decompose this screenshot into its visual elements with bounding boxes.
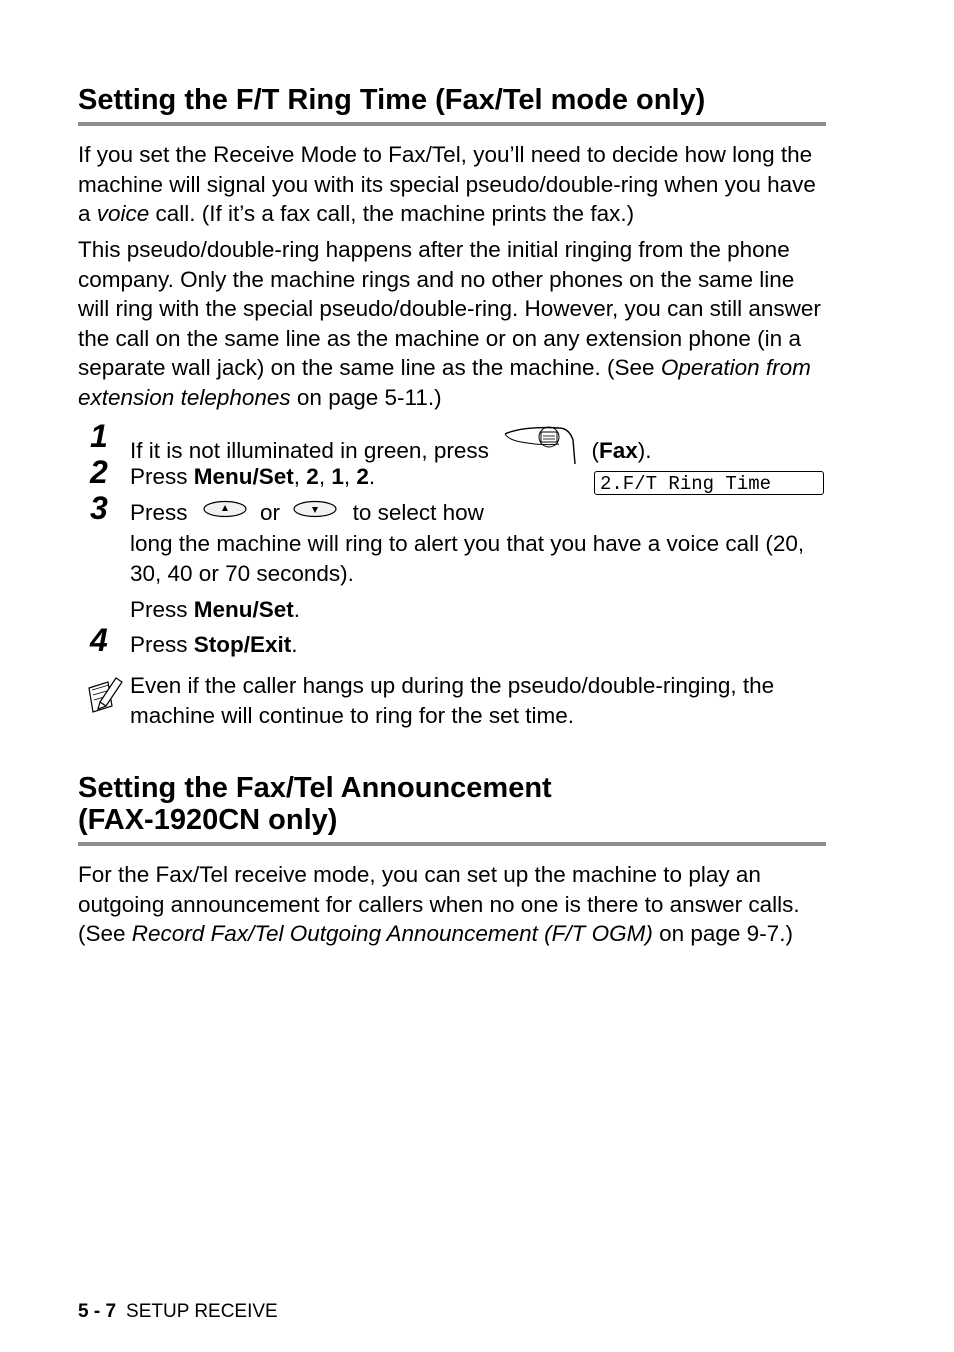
section-heading-fax-tel-announcement: Setting the Fax/Tel Announcement (FAX-1920CN only) bbox=[78, 772, 826, 846]
note-pencil-icon bbox=[86, 676, 126, 716]
lcd-display: 2.F/T Ring Time bbox=[594, 471, 824, 495]
step-3-press-menu: Press Menu/Set. bbox=[130, 597, 301, 623]
step-3-line-2: long the machine will ring to alert you that you have a voice call (20, 30, 40 or 70 seconds). bbox=[130, 531, 805, 587]
step-number: 2 bbox=[90, 454, 108, 490]
step-number: 1 bbox=[90, 418, 108, 454]
note-text: Even if the caller hangs up during the pseudo/double-ringing, the machine will continue to ring for the set time. bbox=[130, 673, 775, 728]
down-arrow-button-icon bbox=[292, 497, 338, 527]
page-footer bbox=[78, 1300, 278, 1324]
announcement-paragraph: For the Fax/Tel receive mode, you can set up the machine to play an outgoing announcement for callers when no one is there to answer calls. (See Record Fax/Tel Outgoing Announcement (F/T OGM) on page 9-7.) bbox=[78, 862, 800, 947]
step-text: Press Menu/Set, 2, 1, 2. bbox=[130, 464, 376, 489]
up-arrow-button-icon bbox=[202, 497, 248, 527]
page-number: 5 - 7 bbox=[78, 1301, 117, 1322]
section-heading-ft-ring-time: Setting the F/T Ring Time (Fax/Tel mode only) bbox=[78, 84, 826, 126]
pseudo-ring-paragraph: This pseudo/double-ring happens after the initial ringing from the phone company. Only the machine rings and no other phones on the same line will ring with the special pseudo/double-ring. However, you can still answer the call on the same line as the machine or on any extension phone (in a separate wall jack) on the same line as the machine. (See Operation from extension telephones on page 5-11.) bbox=[78, 237, 821, 410]
step-text: Press Stop/Exit. bbox=[130, 632, 298, 657]
chapter-name: SETUP RECEIVE bbox=[126, 1301, 278, 1322]
intro-paragraph: If you set the Receive Mode to Fax/Tel, you’ll need to decide how long the machine will signal you with its special pseudo/double-ring when you have a voice call. (If it’s a fax call, the machine prints the fax.) bbox=[78, 142, 816, 227]
step-number: 3 bbox=[90, 490, 108, 526]
step-text: If it is not illuminated in green, press (Fax). bbox=[130, 426, 826, 478]
step-3-line-1: Press or to select how bbox=[130, 498, 826, 529]
step-text bbox=[130, 498, 826, 625]
step-number: 4 bbox=[90, 622, 108, 658]
